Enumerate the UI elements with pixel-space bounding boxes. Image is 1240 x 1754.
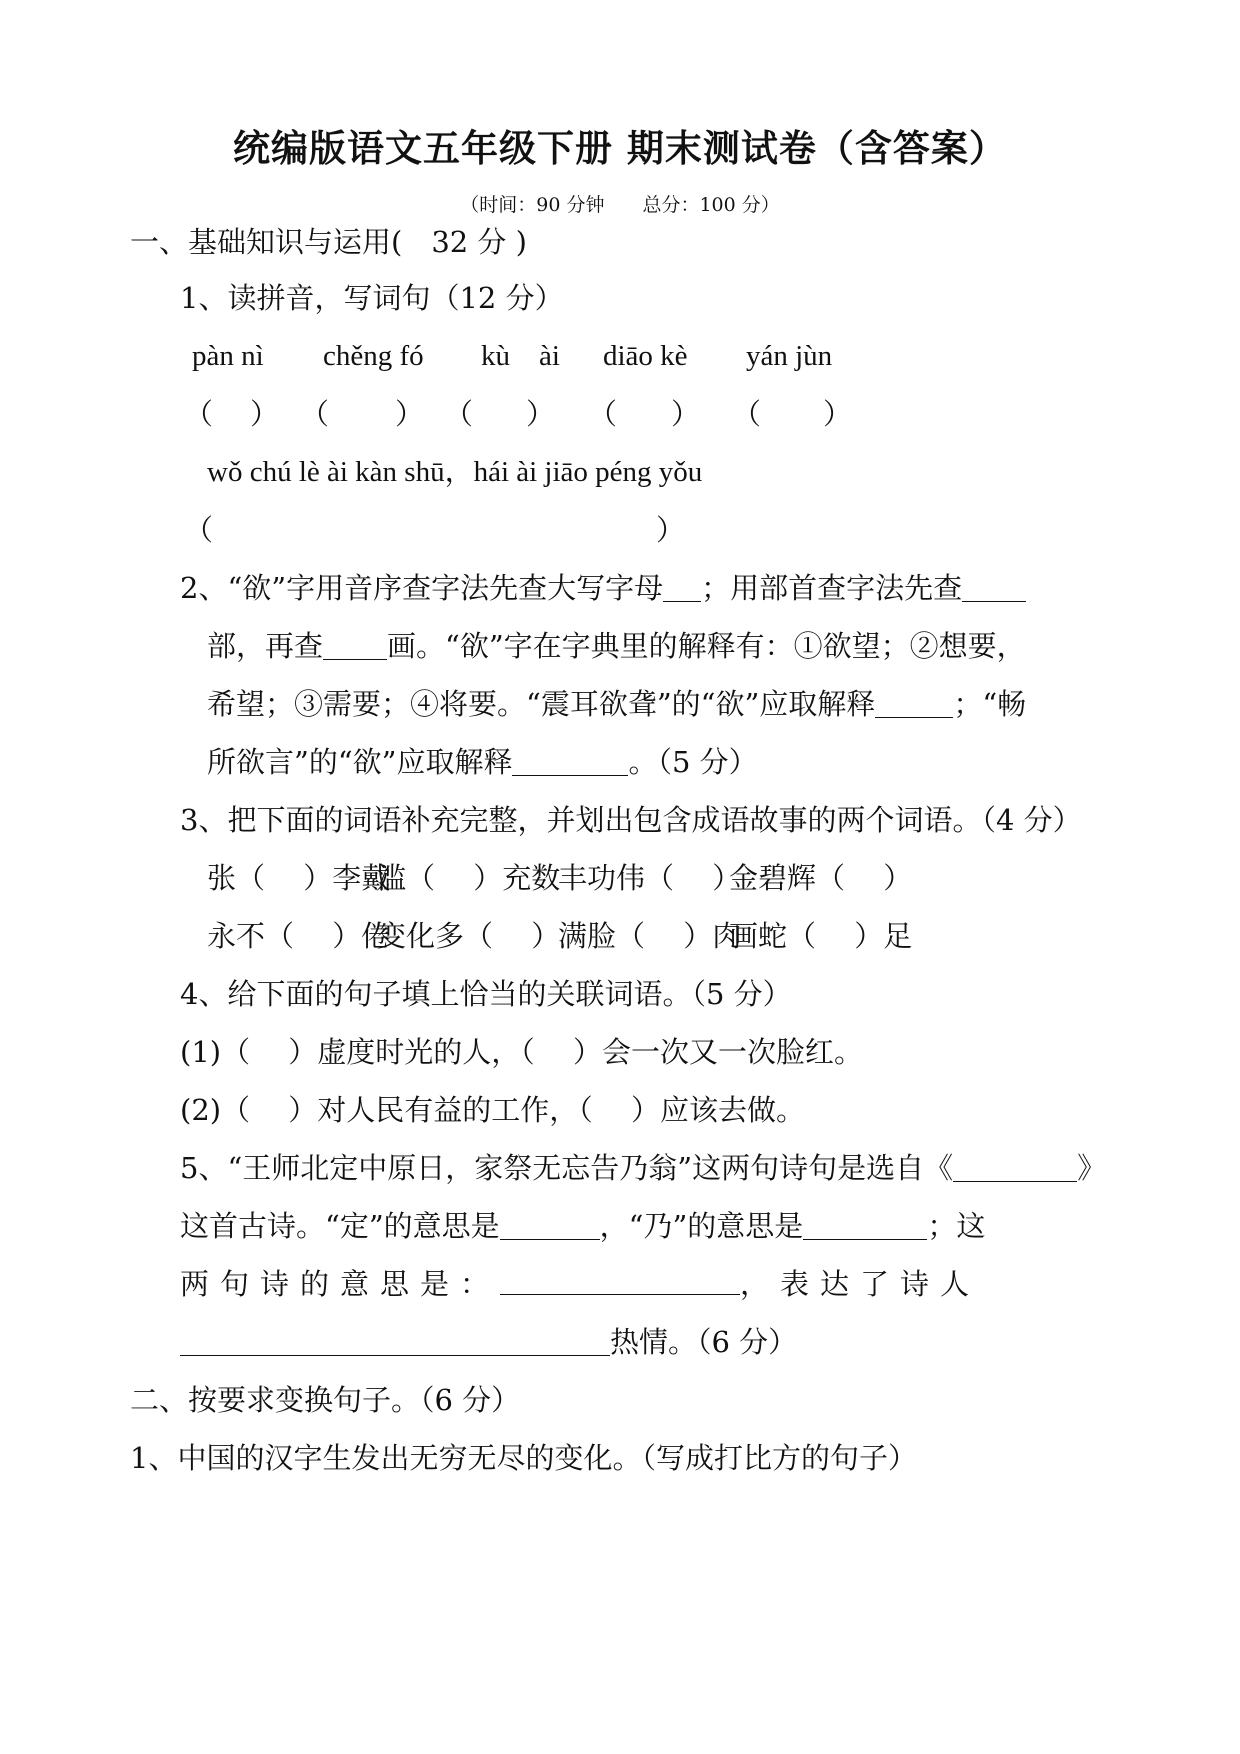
idiom-4: 金碧辉（ ）	[729, 861, 913, 895]
idiom-5: 永不（ ）倦	[207, 919, 391, 953]
idiom-7: 满脸（ ）肉	[558, 919, 742, 953]
blank-poem-meaning	[500, 1264, 740, 1295]
sentence-answer-open: （	[184, 513, 214, 547]
q5-line-2	[180, 1206, 985, 1246]
q2-text: ；用部首查字法先查	[701, 571, 963, 605]
q2-line-1	[180, 568, 1026, 608]
page-title: 统编版语文五年级下册 期末测试卷（含答案）	[233, 126, 1007, 170]
q2-text: 画。“欲”字在字典里的解释有：①欲望；②想要，	[387, 629, 1026, 663]
q4-sentence-1: (1)（ ）虚度时光的人，（ ）会一次又一次脸红。	[180, 1035, 864, 1069]
exam-info: （时间：90 分钟 总分：100 分）	[460, 194, 780, 216]
q2-text: 。（5 分）	[628, 745, 758, 779]
q5-text: 热情。（6 分）	[610, 1325, 798, 1359]
sentence-pinyin: wǒ chú lè ài kàn shū，hái ài jiāo péng yǒu	[207, 456, 703, 488]
answer-box-5-close: ）	[823, 397, 853, 431]
q5-line-4	[180, 1322, 797, 1362]
q2-text: 部，再查	[207, 629, 324, 663]
answer-box-2-open: （	[300, 397, 330, 431]
q5-text: ，表达了诗人	[739, 1267, 980, 1301]
q5-text: 》	[1077, 1151, 1107, 1185]
section-heading-2: 二、按要求变换句子。（6 分）	[130, 1383, 521, 1417]
q2-line-3	[207, 684, 1026, 724]
q5-text: 两句诗的意思是：	[180, 1267, 501, 1301]
idiom-1: 张（ ）李戴	[207, 861, 391, 895]
q5-line-3	[180, 1264, 980, 1304]
part2-q1: 1、中国的汉字生发出无穷无尽的变化。（写成打比方的句子）	[130, 1441, 917, 1475]
section-heading-1: 一、基础知识与运用( 32 分 )	[130, 225, 527, 259]
answer-box-1-open: （	[184, 397, 214, 431]
q5-text: 5、“王师北定中原日，家祭无忘告乃翁”这两句诗句是选自《	[180, 1151, 954, 1185]
q2-text: 希望；③需要；④将要。“震耳欲聋”的“欲”应取解释	[207, 687, 876, 721]
blank-strokes	[323, 629, 387, 660]
answer-box-1-close: ）	[250, 397, 280, 431]
q3-prompt: 3、把下面的词语补充完整，并划出包含成语故事的两个词语。（4 分）	[180, 803, 1082, 837]
q1-prompt: 1、读拼音，写词句（12 分）	[180, 281, 564, 315]
sentence-answer-close: ）	[656, 513, 686, 547]
blank-radical	[962, 571, 1026, 602]
answer-box-3-close: ）	[526, 397, 556, 431]
idiom-3: 丰功伟（ ）	[558, 861, 742, 895]
pinyin-2: chěng fó	[323, 340, 424, 372]
blank-meaning-1	[875, 687, 953, 718]
answer-box-3-open: （	[444, 397, 474, 431]
pinyin-4: diāo kè	[603, 340, 688, 372]
blank-nai-meaning	[803, 1209, 927, 1240]
blank-meaning-2	[512, 745, 628, 776]
q4-prompt: 4、给下面的句子填上恰当的关联词语。（5 分）	[180, 977, 792, 1011]
blank-poem-title	[953, 1151, 1077, 1182]
q2-line-2	[207, 626, 1026, 666]
idiom-2: 滥（ ）充数	[377, 861, 561, 895]
answer-box-4-close: ）	[671, 397, 701, 431]
q5-text: 这首古诗。“定”的意思是	[180, 1209, 500, 1243]
q5-line-1	[180, 1148, 1106, 1188]
answer-box-4-open: （	[588, 397, 618, 431]
blank-initial-letter	[663, 571, 701, 602]
answer-box-5-open: （	[732, 397, 762, 431]
blank-ding-meaning	[500, 1209, 600, 1240]
q4-sentence-2: (2)（ ）对人民有益的工作，（ ）应该去做。	[180, 1093, 806, 1127]
q5-text: ，“乃”的意思是	[599, 1209, 804, 1243]
blank-poet-feeling	[180, 1325, 610, 1356]
q2-text: 所欲言”的“欲”应取解释	[207, 745, 513, 779]
q2-text: 2、“欲”字用音序查字法先查大写字母	[180, 571, 664, 605]
pinyin-5: yán jùn	[746, 340, 833, 372]
pinyin-1: pàn nì	[192, 340, 264, 372]
idiom-6: 变化多（ ）	[377, 919, 561, 953]
pinyin-3: kù ài	[481, 340, 560, 372]
idiom-8: 画蛇（ ）足	[729, 919, 913, 953]
answer-box-2-close: ）	[395, 397, 425, 431]
q2-line-4	[207, 742, 758, 782]
q5-text: ；这	[927, 1209, 986, 1243]
q2-text: ；“畅	[953, 687, 1027, 721]
